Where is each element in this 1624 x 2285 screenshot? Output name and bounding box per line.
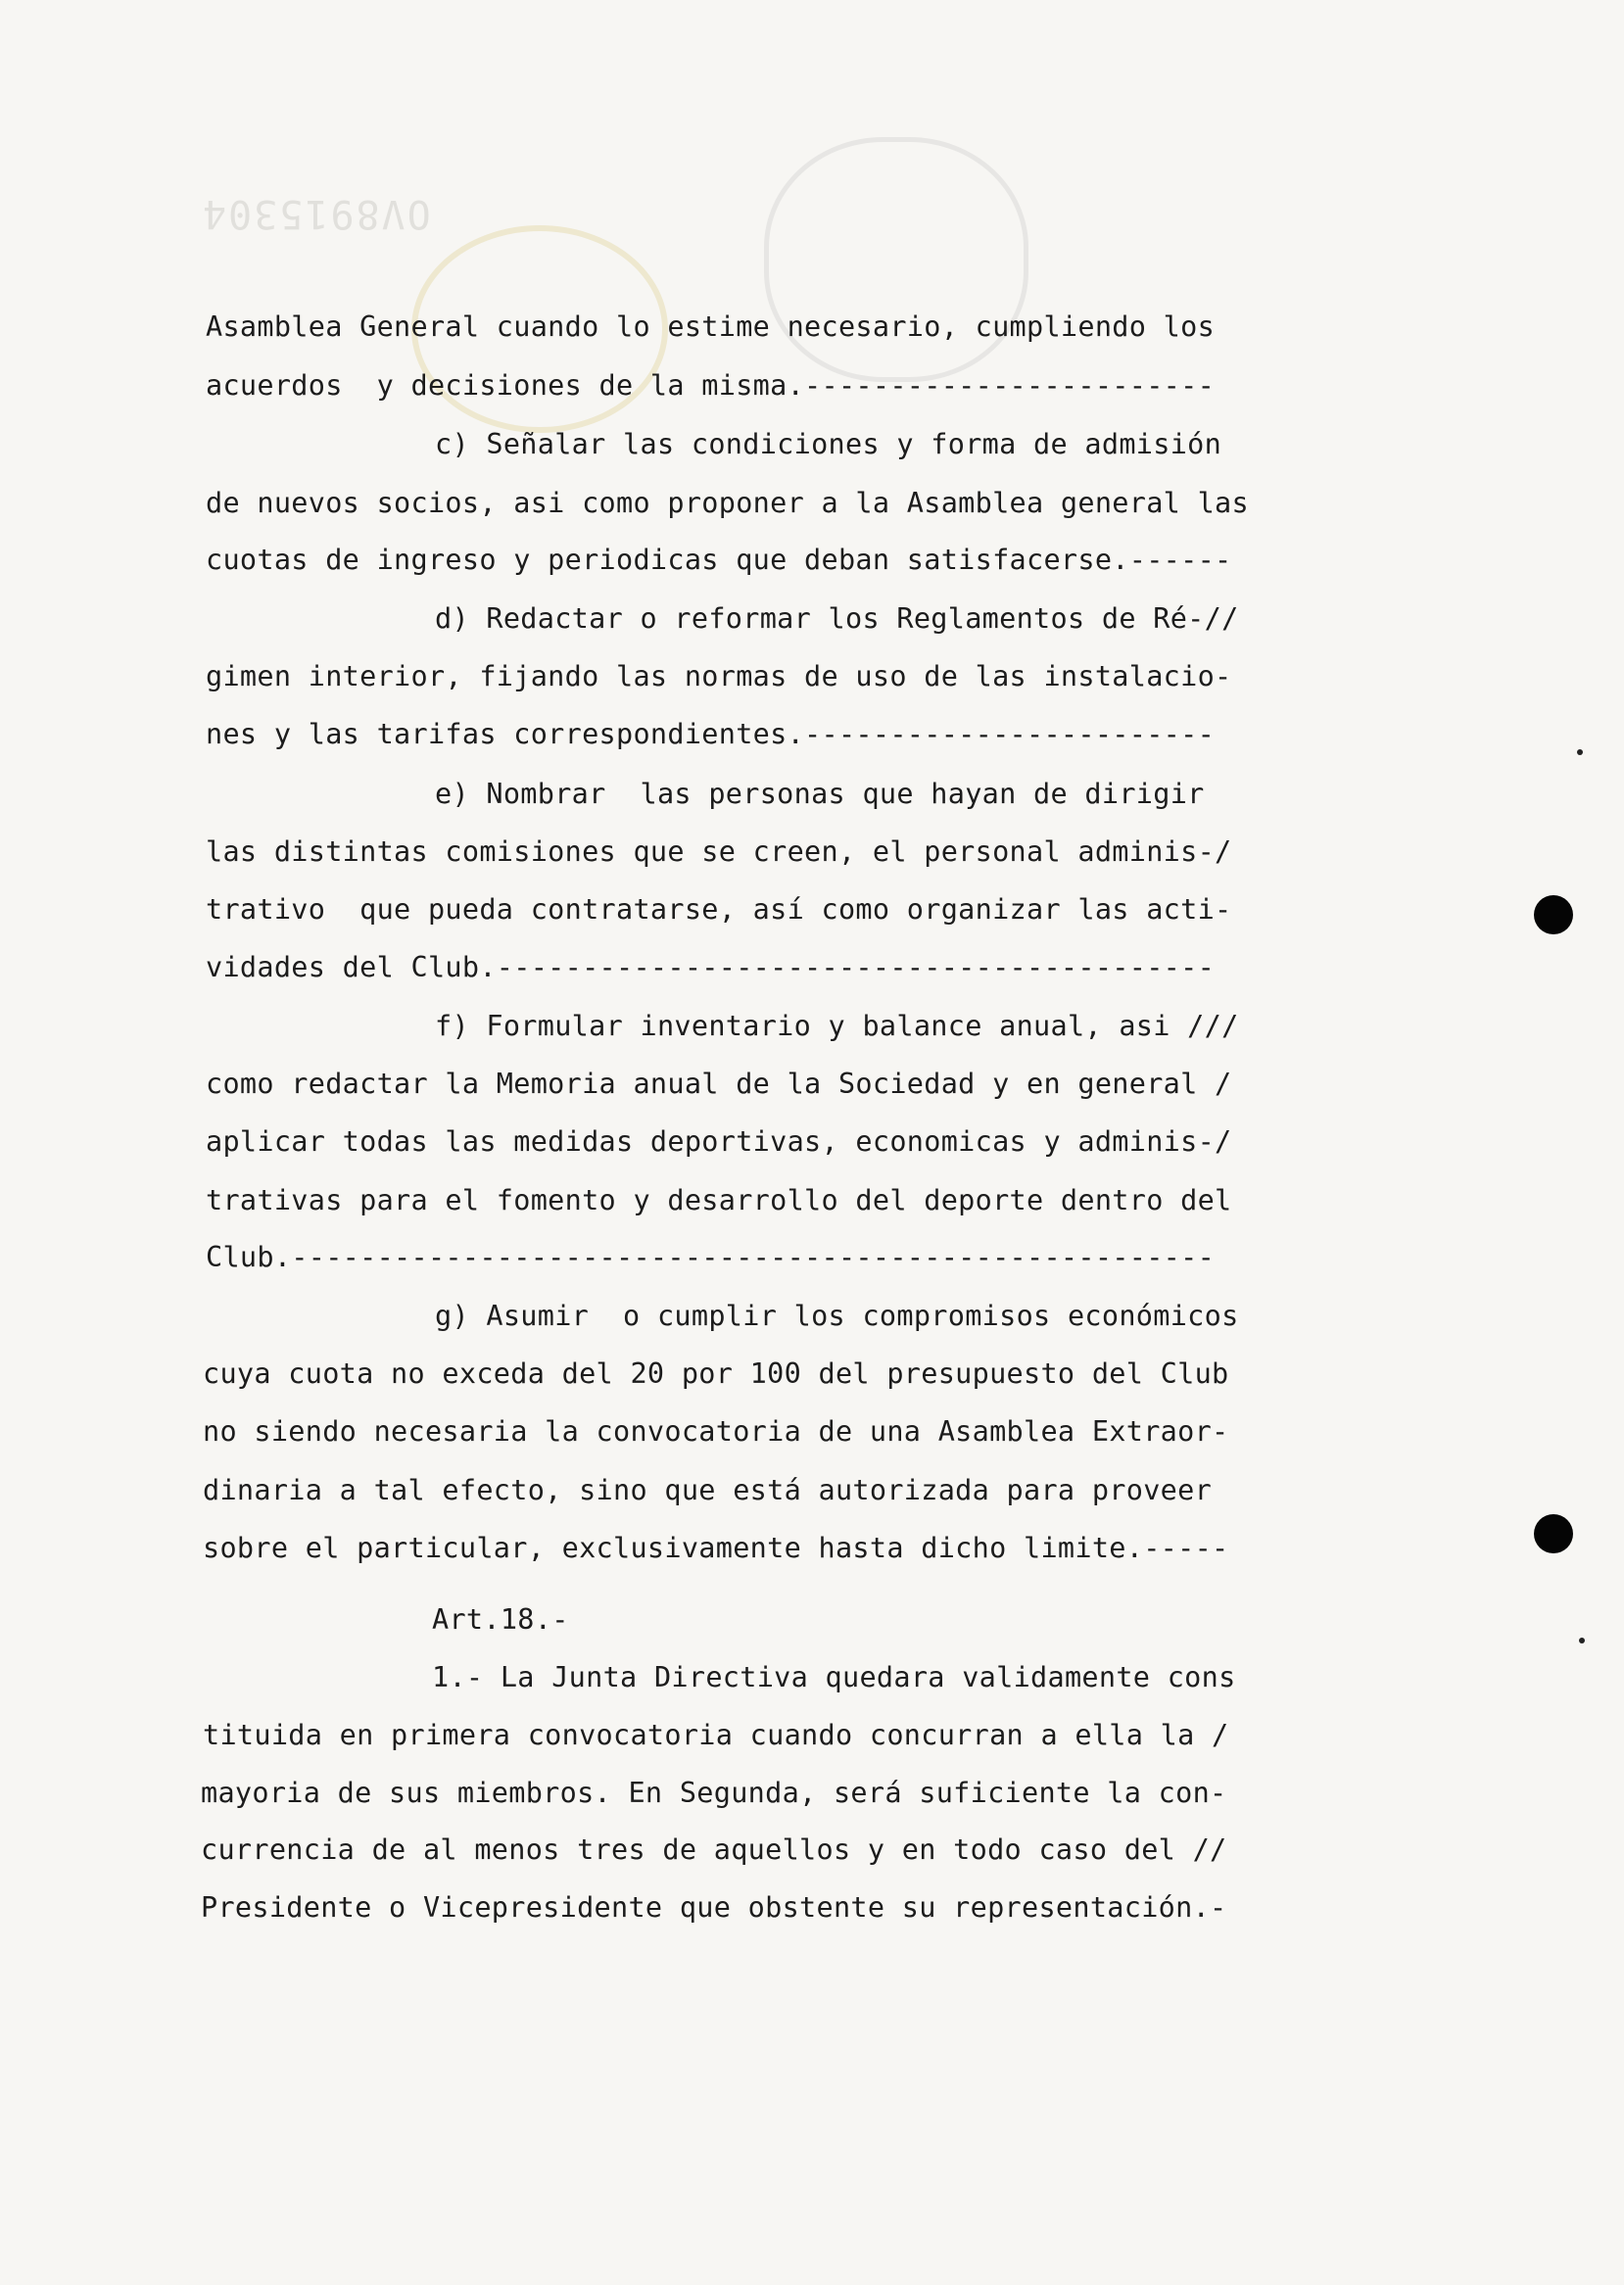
text-line: d) Redactar o reformar los Reglamentos de Ré-// [435,602,1239,635]
text-line: de nuevos socios, asi como proponer a la Asamblea general las [206,487,1249,519]
text-line: cuya cuota no exceda del 20 por 100 del presupuesto del Club [203,1357,1229,1390]
text-line: Asamblea General cuando lo estime necesario, cumpliendo los [206,310,1216,343]
text-line: trativas para el fomento y desarrollo del deporte dentro del [206,1184,1232,1216]
text-line: mayoria de sus miembros. En Segunda, será suficiente la con- [201,1777,1227,1809]
punch-hole [1534,1514,1573,1553]
article-heading: Art.18.- [432,1603,569,1636]
text-line: e) Nombrar las personas que hayan de dirigir [435,778,1205,810]
bleed-through-code: OV8915304 [201,191,431,236]
text-line: aplicar todas las medidas deportivas, economicas y adminis-/ [206,1125,1232,1158]
text-line: no siendo necesaria la convocatoria de una Asamblea Extraor- [203,1415,1229,1448]
text-line: Presidente o Vicepresidente que obstente su representación.- [201,1891,1227,1924]
bleed-through-stamp [764,137,1028,382]
text-line: vidades del Club.------------------------------------------ [206,951,1216,983]
text-line: sobre el particular, exclusivamente hasta dicho limite.----- [203,1532,1229,1564]
text-line: currencia de al menos tres de aquellos y en todo caso del // [201,1833,1227,1866]
punch-hole [1534,895,1573,934]
text-line: como redactar la Memoria anual de la Sociedad y en general / [206,1068,1232,1100]
text-line: tituida en primera convocatoria cuando concurran a ella la / [203,1719,1229,1751]
text-line: f) Formular inventario y balance anual, asi /// [435,1010,1239,1042]
text-line: 1.- La Junta Directiva quedara validamente cons [432,1661,1236,1693]
text-line: g) Asumir o cumplir los compromisos económicos [435,1300,1239,1332]
speck [1579,1638,1585,1643]
text-line: nes y las tarifas correspondientes.------------------------ [206,718,1216,750]
text-line: Club.------------------------------------------------------ [206,1241,1216,1273]
text-line: trativo que pueda contratarse, así como organizar las acti- [206,893,1232,926]
text-line: c) Señalar las condiciones y forma de admisión [435,428,1222,460]
text-line: acuerdos y decisiones de la misma.------------------------ [206,369,1216,402]
text-line: dinaria a tal efecto, sino que está autorizada para proveer [203,1474,1213,1506]
text-line: las distintas comisiones que se creen, el personal adminis-/ [206,835,1232,868]
speck [1577,749,1583,755]
text-line: cuotas de ingreso y periodicas que deban satisfacerse.------ [206,544,1232,576]
text-line: gimen interior, fijando las normas de uso de las instalacio- [206,660,1232,692]
